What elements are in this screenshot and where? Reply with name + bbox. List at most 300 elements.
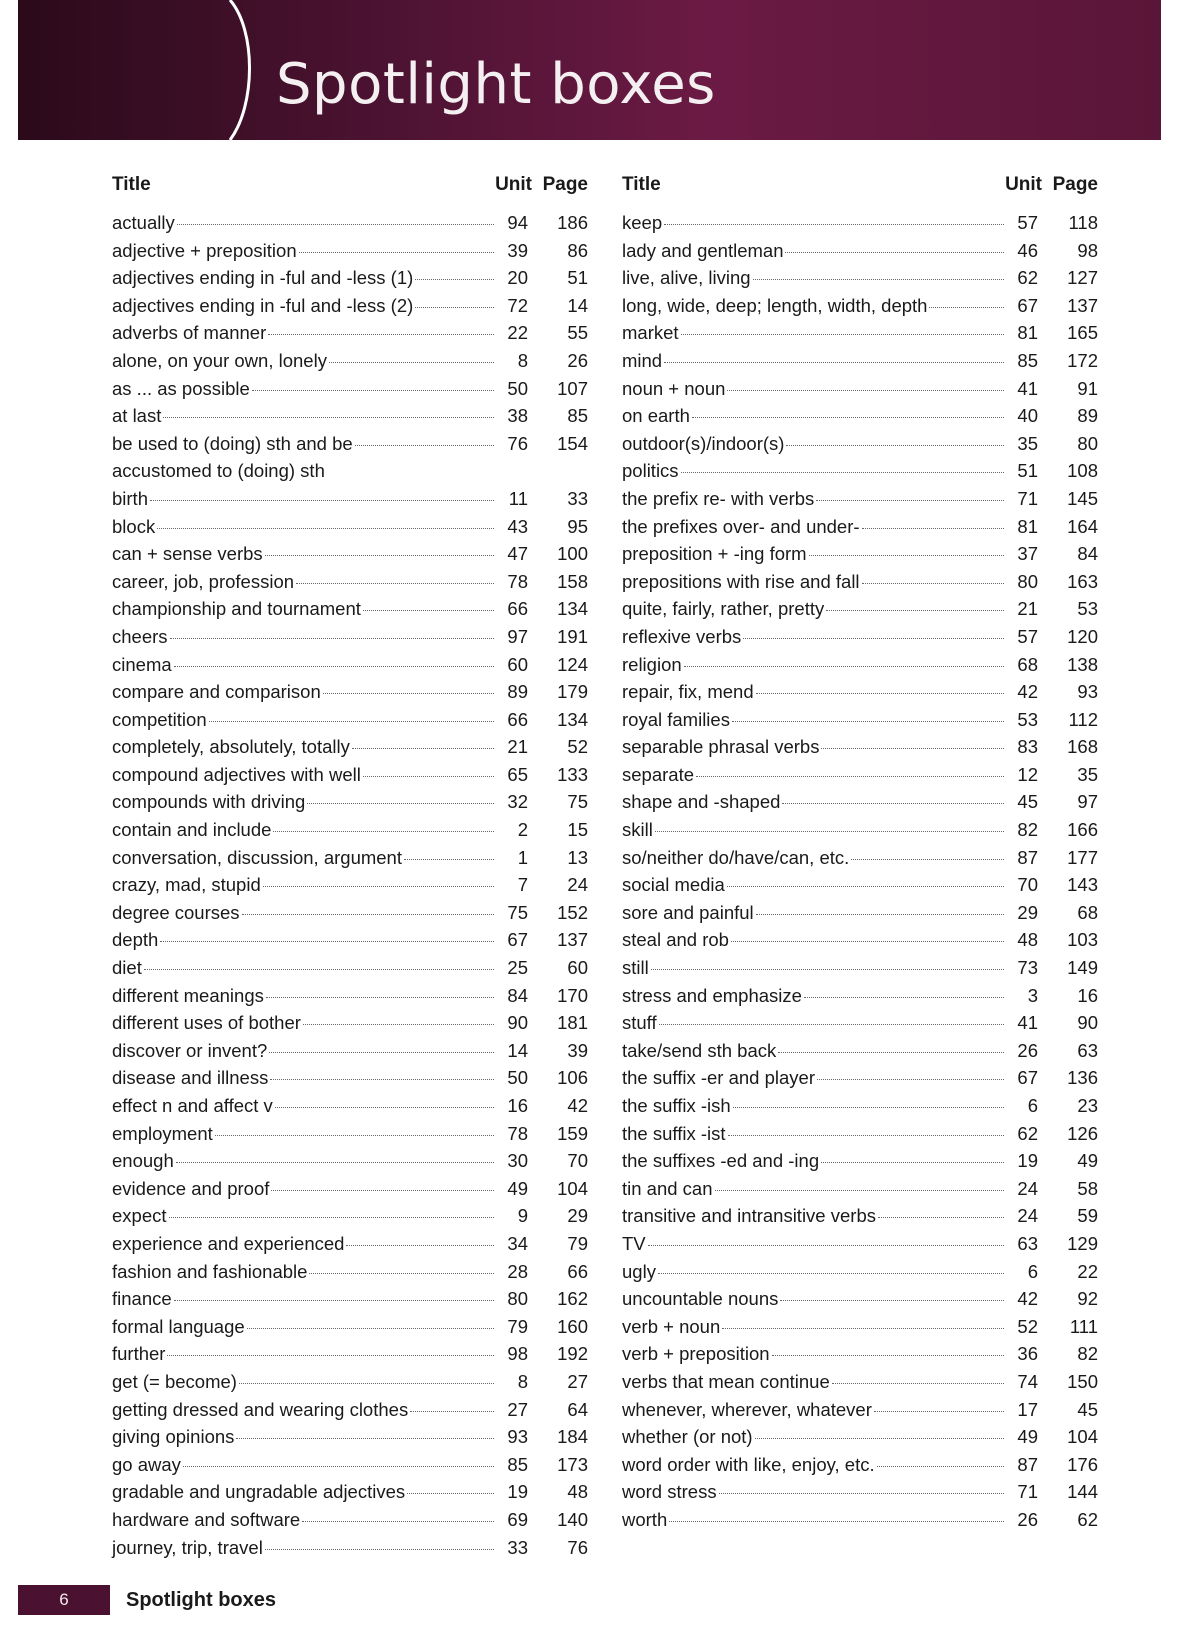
page-title: Spotlight boxes	[276, 52, 716, 117]
entry-unit: 87	[1017, 846, 1038, 868]
index-entry	[622, 433, 1098, 461]
index-entry	[112, 1426, 588, 1454]
entry-page: 159	[557, 1122, 588, 1144]
dot-leader	[732, 721, 1004, 722]
entry-unit: 33	[507, 1536, 528, 1558]
entry-title: expect	[112, 1205, 167, 1227]
index-entry	[112, 1261, 588, 1289]
dot-leader	[878, 1217, 1004, 1218]
entry-page: 23	[1077, 1095, 1098, 1116]
index-entry	[622, 240, 1098, 268]
index-entry	[622, 1454, 1098, 1482]
entry-title: the prefixes over- and under-	[622, 515, 860, 537]
entry-title: employment	[112, 1122, 213, 1144]
index-entry	[112, 516, 588, 544]
entry-page: 173	[557, 1453, 588, 1475]
index-entry	[622, 1371, 1098, 1399]
entry-unit: 16	[507, 1095, 528, 1116]
dot-leader	[263, 886, 494, 887]
index-column-left	[112, 174, 588, 1564]
entry-page: 170	[557, 984, 588, 1006]
entry-page: 137	[557, 929, 588, 951]
entry-unit: 32	[507, 791, 528, 813]
entry-page: 24	[567, 874, 588, 896]
entry-unit: 48	[1017, 929, 1038, 951]
dot-leader	[236, 1438, 494, 1439]
entry-title: career, job, profession	[112, 570, 295, 592]
entry-unit: 71	[1017, 487, 1038, 509]
entry-unit: 74	[1017, 1370, 1038, 1392]
header-title: Title	[622, 174, 661, 195]
entry-page: 152	[557, 901, 588, 923]
dot-leader	[346, 1245, 494, 1246]
entry-unit: 62	[1017, 267, 1038, 289]
dot-leader	[669, 1521, 1004, 1522]
dot-leader	[157, 528, 494, 529]
dot-leader	[273, 831, 494, 832]
entry-page: 149	[1067, 957, 1098, 979]
entry-title: different meanings	[112, 984, 264, 1006]
dot-leader	[169, 1217, 494, 1218]
dot-leader	[772, 1355, 1004, 1356]
entry-page: 66	[567, 1260, 588, 1282]
index-entry	[112, 1205, 588, 1233]
index-entry	[112, 1481, 588, 1509]
entry-unit: 47	[507, 543, 528, 565]
entry-unit: 98	[507, 1343, 528, 1365]
entry-page: 97	[1077, 791, 1098, 813]
header-unit: Unit	[1005, 174, 1042, 195]
dot-leader	[733, 1107, 1004, 1108]
entry-page: 55	[567, 322, 588, 344]
entry-title: hardware and software	[112, 1508, 301, 1530]
entry-title: whenever, wherever, whatever	[622, 1398, 872, 1420]
dot-leader	[303, 1024, 494, 1025]
entry-unit: 24	[1017, 1177, 1038, 1199]
entry-title: cinema	[112, 653, 172, 675]
entry-title: championship and tournament	[112, 598, 361, 620]
index-entry	[112, 460, 588, 488]
entry-unit: 40	[1017, 405, 1038, 427]
entry-title: journey, trip, travel	[112, 1536, 263, 1558]
entry-unit: 66	[507, 598, 528, 620]
entry-page: 49	[1077, 1150, 1098, 1172]
entry-unit: 73	[1017, 957, 1038, 979]
dot-leader	[778, 1052, 1004, 1053]
entry-title: get (= become)	[112, 1370, 237, 1392]
index-entry	[622, 1150, 1098, 1178]
entry-unit: 14	[507, 1039, 528, 1061]
entry-page: 104	[557, 1177, 588, 1199]
index-entry	[622, 902, 1098, 930]
entry-title: on earth	[622, 405, 690, 427]
index-entry	[112, 1012, 588, 1040]
entry-page: 107	[557, 377, 588, 399]
entry-title: different uses of bother	[112, 1012, 301, 1034]
entry-unit: 53	[1017, 708, 1038, 730]
index-entry	[112, 295, 588, 323]
entry-page: 120	[1067, 625, 1098, 647]
dot-leader	[323, 693, 494, 694]
entry-unit: 20	[507, 267, 528, 289]
index-entry	[622, 1095, 1098, 1123]
entry-page: 35	[1077, 763, 1098, 785]
dot-leader	[684, 666, 1004, 667]
entry-page: 33	[567, 487, 588, 509]
dot-leader	[247, 1328, 494, 1329]
entry-title: compound adjectives with well	[112, 763, 361, 785]
index-entry	[112, 1288, 588, 1316]
entry-page: 192	[557, 1343, 588, 1365]
dot-leader	[727, 390, 1004, 391]
entry-page: 184	[557, 1426, 588, 1448]
index-entry	[112, 654, 588, 682]
entry-title: the suffix -ist	[622, 1122, 726, 1144]
dot-leader	[275, 1107, 494, 1108]
index-entry	[112, 874, 588, 902]
dot-leader	[826, 610, 1004, 611]
entry-unit: 60	[507, 653, 528, 675]
entry-page: 80	[1077, 432, 1098, 454]
header-page: Page	[1052, 174, 1098, 195]
entry-page: 133	[557, 763, 588, 785]
entry-unit: 67	[1017, 294, 1038, 316]
entry-title: evidence and proof	[112, 1177, 270, 1199]
entry-title: crazy, mad, stupid	[112, 874, 261, 896]
entry-page: 90	[1077, 1012, 1098, 1034]
entry-unit: 42	[1017, 1288, 1038, 1310]
entry-page: 42	[567, 1095, 588, 1116]
entry-page: 134	[557, 598, 588, 620]
entry-page: 186	[557, 212, 588, 233]
dot-leader	[265, 1549, 494, 1550]
entry-unit: 36	[1017, 1343, 1038, 1365]
dot-leader	[786, 445, 1004, 446]
entry-page: 26	[567, 349, 588, 371]
entry-unit: 34	[507, 1232, 528, 1254]
index-entry	[112, 1537, 588, 1565]
entry-unit: 87	[1017, 1453, 1038, 1475]
entry-title: getting dressed and wearing clothes	[112, 1398, 409, 1420]
dot-leader	[209, 721, 494, 722]
dot-leader	[782, 803, 1004, 804]
dot-leader	[877, 1466, 1004, 1467]
entry-page: 138	[1067, 653, 1098, 675]
entry-page: 118	[1068, 212, 1098, 233]
dot-leader	[355, 445, 494, 446]
index-entry	[622, 516, 1098, 544]
index-entry	[112, 764, 588, 792]
dot-leader	[404, 859, 494, 860]
entry-page: 144	[1067, 1481, 1098, 1503]
entry-unit: 85	[507, 1453, 528, 1475]
entry-page: 91	[1077, 377, 1098, 399]
index-entry	[112, 350, 588, 378]
dot-leader	[407, 1493, 494, 1494]
entry-title: stuff	[622, 1012, 657, 1034]
entry-unit: 72	[507, 294, 528, 316]
entry-unit: 90	[507, 1012, 528, 1034]
dot-leader	[307, 803, 494, 804]
entry-page: 143	[1067, 874, 1098, 896]
entry-unit: 21	[1017, 598, 1038, 620]
entry-page: 126	[1067, 1122, 1098, 1144]
entry-page: 95	[567, 515, 588, 537]
entry-page: 22	[1077, 1260, 1098, 1282]
entry-title: birth	[112, 487, 148, 509]
entry-title: formal language	[112, 1315, 245, 1337]
index-entry	[622, 847, 1098, 875]
entry-unit: 49	[507, 1177, 528, 1199]
index-entry	[622, 874, 1098, 902]
entry-unit: 7	[517, 874, 528, 896]
entry-page: 93	[1077, 681, 1098, 703]
entry-page: 191	[557, 625, 588, 647]
dot-leader	[363, 776, 494, 777]
entry-title: mind	[622, 349, 663, 371]
dot-leader	[299, 252, 494, 253]
dot-leader	[821, 748, 1004, 749]
entry-list	[112, 212, 588, 1564]
dot-leader	[270, 1079, 494, 1080]
entry-unit: 3	[1027, 984, 1038, 1006]
index-entry	[112, 1067, 588, 1095]
index-entry	[622, 681, 1098, 709]
index-entry	[112, 1040, 588, 1068]
dot-leader	[727, 886, 1004, 887]
entry-page: 100	[557, 543, 588, 565]
dot-leader	[851, 859, 1004, 860]
entry-unit: 76	[507, 432, 528, 454]
entry-page: 48	[567, 1481, 588, 1503]
entry-unit: 22	[507, 322, 528, 344]
dot-leader	[163, 417, 494, 418]
index-entry	[112, 212, 588, 240]
entry-unit: 35	[1017, 432, 1038, 454]
entry-title: the suffixes -ed and -ing	[622, 1150, 820, 1172]
entry-title: enough	[112, 1150, 174, 1172]
entry-title: separable phrasal verbs	[622, 736, 820, 758]
entry-page: 136	[1067, 1067, 1098, 1089]
entry-unit: 37	[1017, 543, 1038, 565]
entry-unit: 42	[1017, 681, 1038, 703]
dot-leader	[785, 252, 1004, 253]
entry-title: verbs that mean continue	[622, 1370, 830, 1392]
entry-page: 89	[1077, 405, 1098, 427]
entry-title: go away	[112, 1453, 181, 1475]
entry-title: can + sense verbs	[112, 543, 263, 565]
entry-title: transitive and intransitive verbs	[622, 1205, 876, 1227]
entry-title: noun + noun	[622, 377, 726, 399]
entry-unit: 6	[1027, 1260, 1038, 1282]
entry-page: 181	[557, 1012, 588, 1034]
entry-page: 39	[567, 1039, 588, 1061]
entry-title: experience and experienced	[112, 1232, 345, 1254]
entry-unit: 26	[1017, 1508, 1038, 1530]
entry-title: adjectives ending in -ful and -less (1)	[112, 267, 414, 289]
entry-unit: 80	[507, 1288, 528, 1310]
dot-leader	[271, 1190, 494, 1191]
entry-unit: 29	[1017, 901, 1038, 923]
entry-title: compounds with driving	[112, 791, 306, 813]
index-entry	[622, 791, 1098, 819]
dot-leader	[696, 776, 1004, 777]
entry-title: further	[112, 1343, 166, 1365]
entry-page: 104	[1067, 1426, 1098, 1448]
entry-title: steal and rob	[622, 929, 729, 951]
entry-unit: 69	[507, 1508, 528, 1530]
index-entry	[112, 1399, 588, 1427]
entry-page: 62	[1077, 1508, 1098, 1530]
dot-leader	[756, 693, 1004, 694]
dot-leader	[183, 1466, 494, 1467]
entry-unit: 6	[1027, 1095, 1038, 1116]
entry-unit: 39	[507, 239, 528, 261]
entry-title: take/send sth back	[622, 1039, 777, 1061]
entry-page: 76	[567, 1536, 588, 1558]
header-title: Title	[112, 174, 151, 195]
dot-leader	[692, 417, 1004, 418]
entry-page: 176	[1067, 1453, 1098, 1475]
index-entry	[622, 1178, 1098, 1206]
dot-leader	[681, 472, 1004, 473]
entry-title: separate	[622, 763, 694, 785]
entry-page: 108	[1067, 460, 1098, 482]
entry-page: 106	[557, 1067, 588, 1089]
entry-unit: 70	[1017, 874, 1038, 896]
index-entry	[622, 1123, 1098, 1151]
entry-unit: 57	[1017, 212, 1038, 233]
dot-leader	[664, 224, 1004, 225]
entry-title: compare and comparison	[112, 681, 321, 703]
entry-title: depth	[112, 929, 159, 951]
entry-title: the suffix -er and player	[622, 1067, 815, 1089]
entry-page: 64	[567, 1398, 588, 1420]
index-entry	[112, 847, 588, 875]
entry-title: fashion and fashionable	[112, 1260, 308, 1282]
index-entry	[112, 985, 588, 1013]
entry-unit: 25	[507, 957, 528, 979]
entry-unit: 8	[517, 349, 528, 371]
index-entry	[112, 1371, 588, 1399]
entry-page: 82	[1077, 1343, 1098, 1365]
index-entry	[622, 1399, 1098, 1427]
entry-unit: 66	[507, 708, 528, 730]
index-entry	[112, 681, 588, 709]
entry-unit: 85	[1017, 349, 1038, 371]
index-entry	[622, 295, 1098, 323]
index-entry	[112, 1123, 588, 1151]
index-entry	[622, 1012, 1098, 1040]
entry-title: diet	[112, 957, 142, 979]
dot-leader	[655, 831, 1004, 832]
entry-page: 27	[567, 1370, 588, 1392]
entry-unit: 49	[1017, 1426, 1038, 1448]
index-entry	[112, 1095, 588, 1123]
entry-title: preposition + -ing form	[622, 543, 807, 565]
entry-title: royal families	[622, 708, 730, 730]
entry-title: TV	[622, 1232, 646, 1254]
entry-title: actually	[112, 212, 175, 233]
dot-leader	[410, 1411, 494, 1412]
entry-title: shape and -shaped	[622, 791, 781, 813]
entry-title: competition	[112, 708, 207, 730]
dot-leader	[658, 1273, 1004, 1274]
index-entry	[112, 709, 588, 737]
entry-page: 86	[567, 239, 588, 261]
dot-leader	[648, 1245, 1004, 1246]
entry-page: 137	[1067, 294, 1098, 316]
entry-title: alone, on your own, lonely	[112, 349, 327, 371]
index-entry	[112, 1233, 588, 1261]
index-entry	[112, 543, 588, 571]
index-entry	[112, 267, 588, 295]
entry-unit: 38	[507, 405, 528, 427]
entry-unit: 79	[507, 1315, 528, 1337]
dot-leader	[731, 941, 1004, 942]
index-entry	[622, 543, 1098, 571]
entry-unit: 11	[508, 487, 528, 509]
entry-unit: 50	[507, 377, 528, 399]
entry-unit: 41	[1017, 1012, 1038, 1034]
index-entry	[622, 1316, 1098, 1344]
entry-title: stress and emphasize	[622, 984, 802, 1006]
dot-leader	[329, 362, 494, 363]
entry-page: 162	[557, 1288, 588, 1310]
dot-leader	[816, 500, 1004, 501]
index-entry	[622, 267, 1098, 295]
index-entry	[112, 1316, 588, 1344]
entry-page: 160	[557, 1315, 588, 1337]
dot-leader	[817, 1079, 1004, 1080]
index-entry	[622, 654, 1098, 682]
entry-title: effect n and affect v	[112, 1095, 273, 1116]
entry-unit: 46	[1017, 239, 1038, 261]
entry-unit: 84	[507, 984, 528, 1006]
entry-unit: 8	[517, 1370, 528, 1392]
dot-leader	[177, 224, 494, 225]
index-entry	[112, 405, 588, 433]
entry-unit: 30	[507, 1150, 528, 1172]
dot-leader	[756, 914, 1004, 915]
entry-page: 60	[567, 957, 588, 979]
entry-unit: 19	[507, 1481, 528, 1503]
entry-page: 84	[1077, 543, 1098, 565]
index-entry	[112, 598, 588, 626]
entry-unit: 93	[507, 1426, 528, 1448]
entry-title: ugly	[622, 1260, 656, 1282]
index-entry	[112, 378, 588, 406]
dot-leader	[174, 1300, 494, 1301]
entry-unit: 51	[1017, 460, 1038, 482]
entry-title: verb + preposition	[622, 1343, 770, 1365]
entry-page: 166	[1067, 819, 1098, 841]
dot-leader	[874, 1411, 1004, 1412]
column-header	[622, 174, 1098, 206]
index-entry	[112, 626, 588, 654]
entry-title: repair, fix, mend	[622, 681, 754, 703]
dot-leader	[715, 1190, 1004, 1191]
entry-title: social media	[622, 874, 725, 896]
entry-page: 177	[1067, 846, 1098, 868]
entry-title: prepositions with rise and fall	[622, 570, 860, 592]
entry-title: accustomed to (doing) sth	[112, 460, 325, 482]
dot-leader	[242, 914, 494, 915]
dot-leader	[176, 1162, 494, 1163]
entry-title: skill	[622, 819, 653, 841]
index-entry	[622, 1067, 1098, 1095]
index-entry	[112, 957, 588, 985]
